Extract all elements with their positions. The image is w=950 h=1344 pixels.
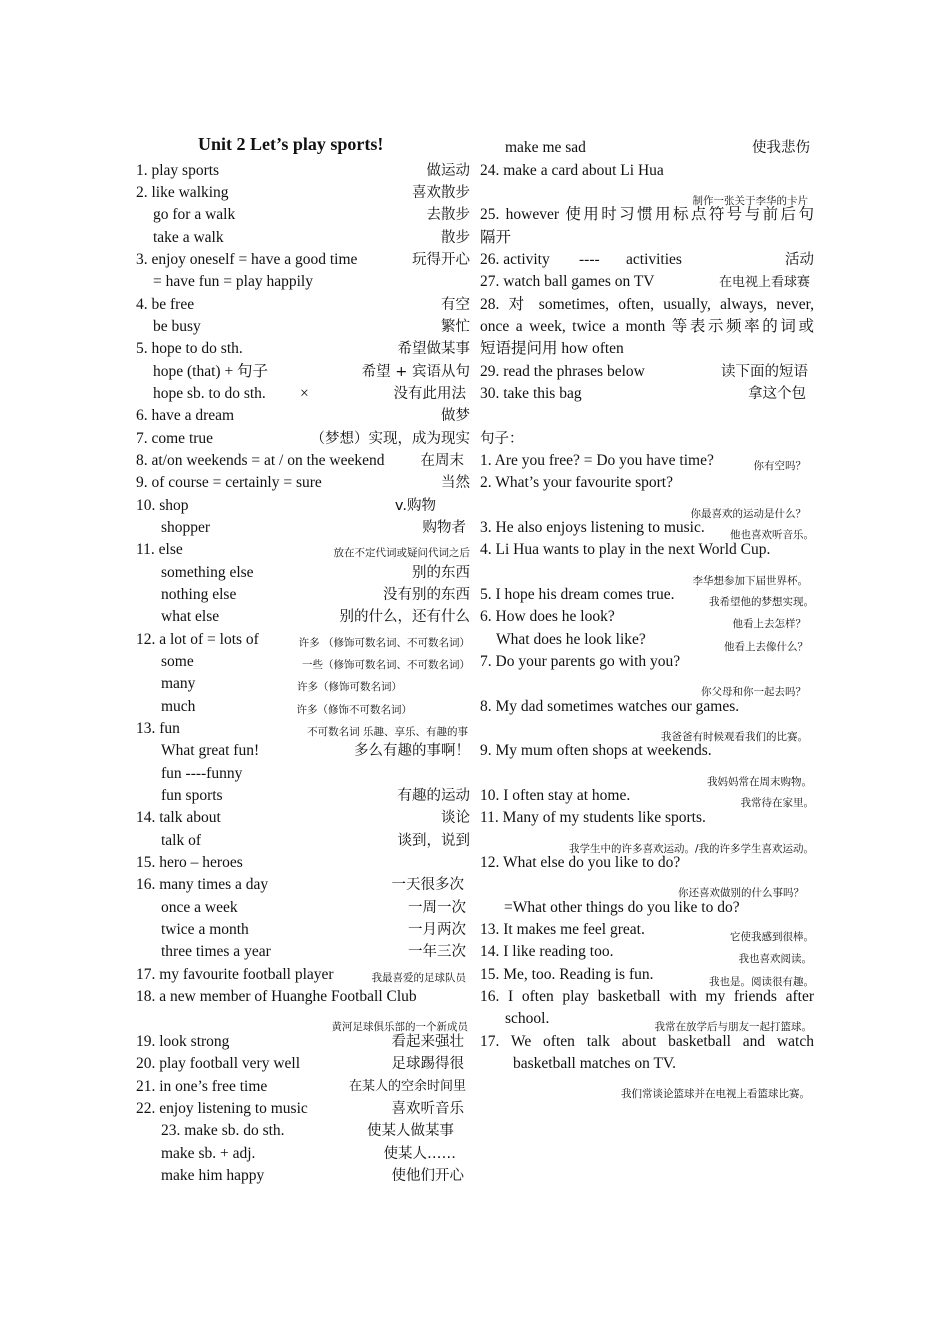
list-item: 4. be free 有空 <box>136 296 470 313</box>
list-item: 11. Many of my students like sports. <box>480 809 706 826</box>
list-item: hope sb. to do sth. × 没有此用法 <box>136 383 470 405</box>
list-item: some 一些（修饰可数名词、不可数名词） <box>161 653 470 671</box>
list-item: 我妈妈常在周末购物。 <box>707 776 812 788</box>
list-item: make him happy 使他们开心 <box>161 1167 464 1184</box>
list-item: 你还喜欢做别的什么事吗？ <box>678 887 804 899</box>
list-item: 14. talk about 谈论 <box>136 809 470 826</box>
list-item: 11. else 放在不定代词或疑问代词之后 <box>136 541 470 559</box>
list-item: hope (that) + 句子 希望 + 宾语从句 <box>153 363 470 380</box>
list-item: 17. my favourite football player 我最喜爱的足球队员 <box>136 966 466 984</box>
list-item: 5. hope to do sth. 希望做某事 <box>136 340 470 357</box>
list-item: 13. It makes me feel great. 它使我感到很棒。 <box>480 921 814 943</box>
list-item: 18. a new member of Huanghe Football Club <box>136 988 417 1005</box>
list-item: 8. My dad sometimes watches our games. <box>480 698 740 715</box>
list-item: something else 别的东西 <box>161 564 470 581</box>
list-item: much 许多（修饰不可数名词） <box>161 698 412 716</box>
page-title: Unit 2 Let’s play sports! <box>198 134 384 154</box>
list-item: school. 我常在放学后与朋友一起打篮球。 <box>505 1010 812 1033</box>
list-item: 23. make sb. do sth. 使某人做某事 <box>161 1122 454 1139</box>
list-item: make me sad 使我悲伤 <box>505 139 810 156</box>
list-item: 我们常谈论篮球并在电视上看篮球比赛。 <box>621 1088 810 1100</box>
item-25-line-1: 25. however 使用时习惯用标点符号与前后句 <box>480 206 814 223</box>
list-item: 10. I often stay at home. 我常待在家里。 <box>480 787 814 809</box>
list-item: 6. How does he look? 他看上去怎样？ <box>480 608 806 630</box>
item-28-line-2: once a week, twice a month 等表示频率的词或 <box>480 318 814 335</box>
list-item: 7. come true （梦想）实现，成为现实 <box>136 430 470 447</box>
list-item: twice a month 一月两次 <box>161 921 466 938</box>
sentence-16-line-1: 16. I often play basketball with my friends after <box>480 988 814 1005</box>
sentences-heading: 句子： <box>480 431 524 447</box>
list-item: fun ----funny <box>161 765 243 782</box>
list-item: 15. Me, too. Reading is fun. 我也是。阅读很有趣。 <box>480 966 814 988</box>
list-item: what else 别的什么，还有什么 <box>161 608 470 625</box>
list-item: shopper 购物者 <box>161 519 466 536</box>
list-item: 你父母和你一起去吗？ <box>701 686 806 698</box>
list-item: 9. of course = certainly = sure 当然 <box>136 474 470 491</box>
list-item: make sb. + adj. 使某人…… <box>161 1145 456 1162</box>
list-item: go for a walk 去散步 <box>153 206 470 223</box>
list-item: 19. look strong 看起来强壮 <box>136 1033 464 1050</box>
list-item: 12. a lot of = lots of 许多 （修饰可数名词、不可数名词） <box>136 631 470 649</box>
list-item: 3. He also enjoys listening to music. 他也喜欢听音乐。 <box>480 519 814 541</box>
list-item: 我爸爸有时候观看我们的比赛。 <box>661 731 808 743</box>
list-item: 1. play sports 做运动 <box>136 162 470 179</box>
list-item: 5. I hope his dream comes true. 我希望他的梦想实现。 <box>480 586 814 608</box>
list-item: 15. hero – heroes <box>136 854 243 871</box>
list-item: 2. like walking 喜欢散步 <box>136 184 470 201</box>
list-item: 24. make a card about Li Hua <box>480 162 664 179</box>
list-item: three times a year 一年三次 <box>161 943 466 960</box>
cross-mark: × <box>300 385 309 402</box>
list-item: 27. watch ball games on TV 在电视上看球赛 <box>480 273 810 290</box>
list-item: 14. I like reading too. 我也喜欢阅读。 <box>480 943 812 965</box>
list-item: =What other things do you like to do? <box>504 899 740 916</box>
sentence-17-line-1: 17. We often talk about basketball and watch <box>480 1033 814 1050</box>
list-item: 10. shop v.购物 <box>136 497 436 514</box>
list-item: talk of 谈到，说到 <box>161 832 470 849</box>
list-item: 13. fun 不可数名词 乐趣、享乐、有趣的事 <box>136 720 468 738</box>
list-item: 12. What else do you like to do? <box>480 854 681 871</box>
list-item: = have fun = play happily <box>153 273 313 290</box>
list-item: 16. many times a day 一天很多次 <box>136 876 464 893</box>
list-item: fun sports 有趣的运动 <box>161 787 470 804</box>
list-item: 8. at/on weekends = at / on the weekend 在周末 <box>136 452 464 469</box>
list-item: 30. take this bag 拿这个包 <box>480 385 806 402</box>
list-item: 9. My mum often shops at weekends. <box>480 742 712 759</box>
list-item: 1. Are you free? = Do you have time? 你有空吗？ <box>480 452 806 472</box>
list-item: basketball matches on TV. <box>513 1055 677 1072</box>
list-item: 7. Do your parents go with you? <box>480 653 681 670</box>
list-item: 4. Li Hua wants to play in the next World Cup. <box>480 541 771 558</box>
list-item: 26. activity ---- activities 活动 <box>480 251 814 268</box>
list-item: take a walk 散步 <box>153 229 470 246</box>
item-28-line-1: 28. 对 sometimes, often, usually, always, never, <box>480 296 814 313</box>
list-item: 6. have a dream 做梦 <box>136 407 470 424</box>
list-item: nothing else 没有别的东西 <box>161 586 470 603</box>
list-item: 黄河足球俱乐部的一个新成员 <box>331 1021 468 1033</box>
list-item: be busy 繁忙 <box>153 318 470 335</box>
list-item: 制作一张关于李华的卡片 <box>692 195 808 207</box>
list-item: What does he look like? 他看上去像什么？ <box>496 631 808 653</box>
list-item: 李华想参加下届世界杯。 <box>692 575 808 587</box>
list-item: 2. What’s your favourite sport? <box>480 474 673 491</box>
item-25-line-2: 隔开 <box>480 229 512 246</box>
list-item: What great fun! 多么有趣的事啊！ <box>161 742 470 759</box>
list-item: 20. play football very well 足球踢得很 <box>136 1055 464 1072</box>
list-item: once a week 一周一次 <box>161 899 466 916</box>
list-item: 22. enjoy listening to music 喜欢听音乐 <box>136 1100 464 1117</box>
list-item: 我学生中的许多喜欢运动。/我的许多学生喜欢运动。 <box>568 843 814 855</box>
list-item: 3. enjoy oneself = have a good time 玩得开心 <box>136 251 470 268</box>
list-item: 29. read the phrases below 读下面的短语 <box>480 363 808 380</box>
list-item: 21. in one’s free time 在某人的空余时间里 <box>136 1078 466 1095</box>
list-item: 你最喜欢的运动是什么？ <box>690 508 806 520</box>
list-item: many 许多（修饰可数名词） <box>161 675 402 693</box>
item-28-line-3: 短语提问用 how often <box>480 340 624 357</box>
